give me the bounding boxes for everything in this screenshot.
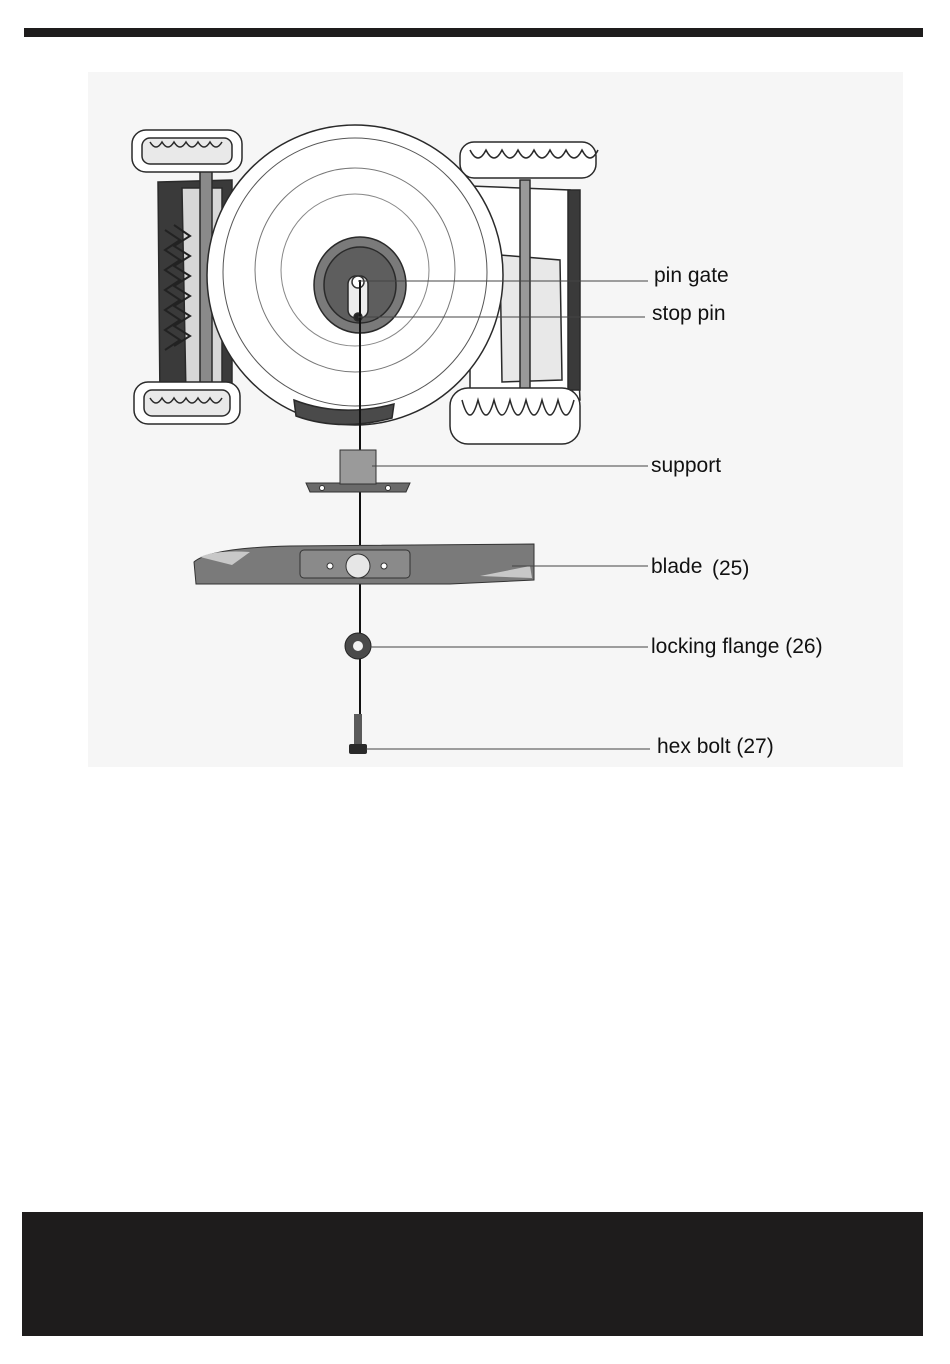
locking-flange-part: [345, 633, 371, 659]
front-right-wheel: [460, 142, 598, 178]
pin-gate-label: pin gate: [654, 264, 729, 287]
locking-flange-label: locking flange (26): [651, 635, 823, 658]
blade-part: [194, 544, 534, 584]
bottom-band: [22, 1212, 923, 1336]
rear-left-wheel: [134, 382, 240, 424]
stop-pin-label: stop pin: [652, 302, 726, 325]
hex-bolt-label: hex bolt (27): [657, 735, 774, 758]
blade-number-label: (25): [712, 557, 750, 580]
support-label: support: [651, 454, 722, 477]
mower-illustration: [132, 125, 598, 444]
front-left-wheel: [132, 130, 242, 172]
rear-right-wheel: [450, 388, 580, 444]
blade-label: blade: [651, 555, 703, 578]
